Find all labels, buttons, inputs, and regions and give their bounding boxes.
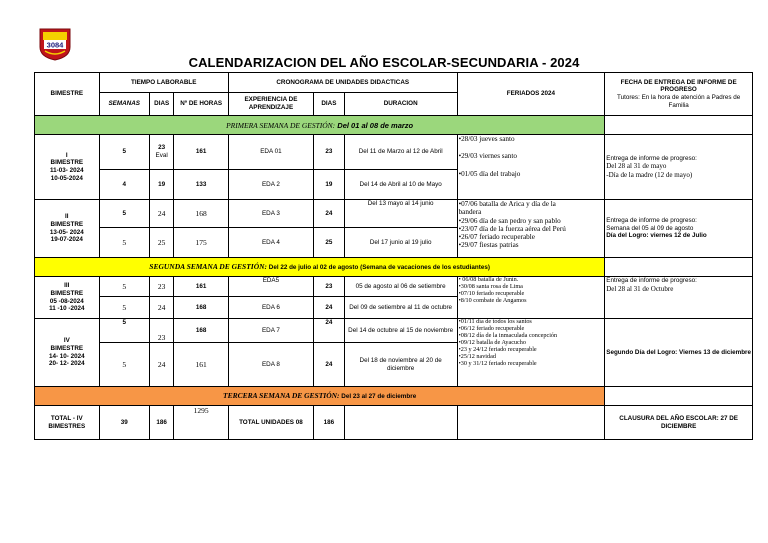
bim1-end: 10-05-2024 [50, 174, 83, 182]
page-title: CALENDARIZACION DEL AÑO ESCOLAR-SECUNDARIA - 2024 [188, 55, 580, 70]
total-semanas: 39 [99, 406, 149, 440]
gestion-row-3 [35, 387, 753, 406]
bim2-entrega-line2: Semana del 05 al 09 de agosto [606, 224, 694, 232]
bim4-r2-eda-dias: 24 [313, 343, 344, 387]
total-feriados-blank [457, 406, 605, 440]
gestion-tercera-dates: Del 23 al 27 de diciembre [339, 393, 417, 401]
gestion-segunda-label: SEGUNDA SEMANA DE GESTIÓN: [149, 262, 268, 272]
bim1-r2-eda-dias: 19 [313, 170, 344, 200]
total-horas: 1295 [174, 406, 228, 440]
bim4-feriados [457, 319, 605, 387]
bim4-r1-dias: 23 [149, 319, 174, 343]
bim3-name [35, 277, 100, 319]
bim3-entrega [605, 277, 753, 319]
bim4-roman: IV [63, 337, 70, 345]
bim3-r2-dias: 24 [149, 297, 174, 319]
bim2-feriado-1: •07/06 batalla de Arica y día de la [458, 200, 556, 208]
bim3-feriado-4: •8/10 combate de Angamos [458, 296, 527, 304]
bim1-roman: I [65, 151, 68, 159]
header-tiempo-laborable: TIEMPO LABORABLE [99, 73, 228, 93]
bim2-r2-eda: EDA 4 [228, 228, 313, 258]
header-row [35, 73, 753, 93]
bim2-r1-duracion: Del 13 mayo al 14 junio [344, 200, 457, 228]
bim1-feriado-1: •28/03 jueves santo [458, 135, 515, 143]
header-bimestre: BIMESTRE [35, 73, 100, 116]
bim1-entrega-line1: Entrega de informe de progreso: [606, 154, 697, 162]
bim4-r1-eda-dias: 24 [313, 319, 344, 343]
bim2-r1-dias: 24 [149, 200, 174, 228]
bim3-feriado-3: •07/10 feriado recuperable [458, 289, 525, 297]
bim3-label: BIMESTRE [50, 289, 84, 297]
bim4-r1-duracion: Del 14 de octubre al 15 de noviembre [344, 319, 457, 343]
bim1-r1-eda-dias: 23 [313, 135, 344, 170]
bim3-r2-horas: 168 [174, 297, 228, 319]
bim4-feriado-2: •06/12 feriado recuperable [458, 324, 525, 332]
bim1-feriado-3: •01/05 día del trabajo [458, 169, 521, 178]
bim2-roman: II [65, 213, 69, 221]
bim1-r1-semanas: 5 [99, 135, 149, 170]
bim4-r1-horas: 168 [174, 319, 228, 343]
bim4-end: 20- 12- 2024 [48, 360, 85, 368]
bim1-r1-horas: 161 [174, 135, 228, 170]
bim1-feriados [457, 135, 605, 200]
bim4-r2-semanas: 5 [99, 343, 149, 387]
header-dias-eda: DIAS [313, 93, 344, 116]
bim1-entrega [605, 135, 753, 200]
bim2-r2-horas: 175 [174, 228, 228, 258]
header-experiencia: EXPERIENCIA DE APRENDIZAJE [228, 93, 313, 116]
bim2-name [35, 200, 100, 258]
header-semanas: SEMANAS [99, 93, 149, 116]
bim1-start: 11-03- 2024 [49, 167, 84, 174]
gestion-primera-label: PRIMERA SEMANA DE GESTIÓN: [226, 120, 336, 130]
bim4-feriado-6: •25/12 navidad [458, 352, 496, 360]
bim4-row-1 [35, 319, 753, 343]
total-unidades: TOTAL UNIDADES 08 [228, 406, 313, 440]
bim4-r2-eda: EDA 8 [228, 343, 313, 387]
bim1-entrega-line3: -Día de la madre (12 de mayo) [606, 170, 693, 179]
bim2-r2-duracion: Del 17 junio al 19 julio [344, 228, 457, 258]
gestion-row-1 [35, 116, 753, 135]
bim2-feriado-5: •29/07 fiestas patrias [458, 241, 519, 250]
bim3-entrega-line2: Del 28 al 31 de Octubre [606, 284, 674, 293]
bim4-feriado-4: •09/12 batalla de Ayacucho [458, 338, 526, 346]
bim4-feriado-3: •08/12 día de la inmaculada concepción [458, 331, 558, 339]
bim3-r1-horas: 161 [174, 277, 228, 297]
total-label: TOTAL - IV BIMESTRES [35, 406, 100, 440]
bim3-r1-dias: 23 [149, 277, 174, 297]
bim2-r2-eda-dias: 25 [313, 228, 344, 258]
gestion-tercera-blank [605, 387, 753, 406]
bim4-r2-dias: 24 [149, 343, 174, 387]
bim2-r1-eda: EDA 3 [228, 200, 313, 228]
bim2-r1-horas: 168 [174, 200, 228, 228]
header-feriados: FERIADOS 2024 [457, 73, 605, 116]
bim1-r2-horas: 133 [174, 170, 228, 200]
gestion-segunda [35, 258, 605, 277]
bim4-feriado-7: •30 y 31/12 feriado recuperable [458, 359, 537, 367]
bim3-end: 11 -10 -2024 [49, 305, 85, 313]
calendar-table [34, 72, 753, 440]
total-clausura: CLAUSURA DEL AÑO ESCOLAR: 27 DE DICIEMBRE [605, 406, 753, 440]
bim1-r1-duracion: Del 11 de Marzo al 12 de Abril [344, 135, 457, 170]
bim1-r2-duracion: Del 14 de Abril al 10 de Mayo [344, 170, 457, 200]
bim4-start: 14- 10- 2024 [48, 352, 85, 360]
bim2-end: 19-07-2024 [50, 236, 83, 244]
gestion-row-2 [35, 258, 753, 277]
bim2-label: BIMESTRE [50, 220, 84, 228]
header-duracion: DURACION [344, 93, 457, 116]
gestion-segunda-dates: Del 22 de julio al 02 de agosto (Semana de vacaciones de los estudiantes) [267, 264, 490, 272]
bim3-r2-semanas: 5 [99, 297, 149, 319]
bim2-row-1 [35, 200, 753, 228]
bim2-start: 13-05- 2024 [49, 228, 84, 236]
bim2-r1-eda-dias: 24 [313, 200, 344, 228]
bim2-feriado-1b: bandera [458, 208, 482, 217]
gestion-tercera [35, 387, 605, 406]
bim3-feriados [457, 277, 605, 319]
bim3-r2-eda: EDA 6 [228, 297, 313, 319]
bim1-feriado-2: •29/03 viernes santo [458, 152, 517, 161]
bim1-r1-dias-note: Eval [155, 152, 168, 159]
header-fecha-entrega [605, 73, 753, 116]
logo-text: 3084 [46, 40, 64, 50]
bim1-r2-dias: 19 [149, 170, 174, 200]
bim2-feriado-2: •29/06 día de san pedro y san pablo [458, 216, 561, 225]
bim1-r1-eda: EDA 01 [228, 135, 313, 170]
bim3-r2-duracion: Del 09 de setiembre al 11 de octubre [344, 297, 457, 319]
bim1-label: BIMESTRE [50, 159, 84, 167]
bim4-r2-horas: 161 [174, 343, 228, 387]
gestion-primera [35, 116, 605, 135]
bim3-feriado-1: • 06/08 batalla de Junín. [458, 276, 519, 283]
bim4-r1-semanas: 5 [99, 319, 149, 343]
bim3-row-1 [35, 277, 753, 297]
bim2-entrega-line3: Día del Logro: viernes 12 de Julio [606, 232, 707, 240]
bim4-feriado-5: •23 y 24/12 feriado recuperable [458, 345, 537, 353]
bim1-row-1 [35, 135, 753, 170]
bim3-entrega-line1: Entrega de informe de progreso: [606, 277, 697, 284]
total-dias: 186 [149, 406, 174, 440]
bim2-feriado-4: •26/07 feriado recuperable [458, 233, 535, 242]
bim1-r2-semanas: 4 [99, 170, 149, 200]
bim2-feriados [457, 200, 605, 258]
header-fecha-entrega-title: FECHA DE ENTREGA DE INFORME DE PROGRESO [620, 78, 737, 94]
bim4-r1-eda: EDA 7 [228, 319, 313, 343]
bim3-r1-semanas: 5 [99, 277, 149, 297]
bim1-entrega-line2: Del 28 al 31 de mayo [606, 162, 667, 171]
bim3-start: 05 -08-2024 [49, 297, 84, 305]
bim2-r1-semanas: 5 [99, 200, 149, 228]
bim1-r1-dias-value: 23 [158, 144, 166, 152]
header-dias: DIAS [149, 93, 174, 116]
bim3-r1-eda: EDA5 [228, 277, 313, 297]
bim1-r2-eda: EDA 2 [228, 170, 313, 200]
gestion-segunda-blank [605, 258, 753, 277]
bim4-name [35, 319, 100, 387]
total-row [35, 406, 753, 440]
bim4-entrega [605, 319, 753, 387]
bim4-r2-duracion: Del 18 de noviembre al 20 de diciembre [344, 343, 457, 387]
gestion-primera-blank [605, 116, 753, 135]
bim3-r2-eda-dias: 24 [313, 297, 344, 319]
bim2-entrega [605, 200, 753, 258]
bim4-label: BIMESTRE [50, 344, 84, 352]
bim1-r1-dias [149, 135, 174, 170]
bim2-r2-dias: 25 [149, 228, 174, 258]
gestion-tercera-label: TERCERA SEMANA DE GESTIÓN: [223, 391, 340, 401]
header-tutores: Tutores: En la hora de atención a Padres de Familia [616, 94, 741, 109]
bim4-entrega-line1: Segundo Día del Logro: Viernes 13 de diciembre [606, 348, 751, 356]
bim1-name [35, 135, 100, 200]
bim3-feriado-2: •30/08 santa rosa de Lima [458, 282, 523, 290]
bim2-entrega-line1: Entrega de informe de progreso: [606, 217, 697, 225]
header-horas: Nº DE HORAS [174, 93, 228, 116]
bim2-r2-semanas: 5 [99, 228, 149, 258]
bim3-r1-eda-dias: 23 [313, 277, 344, 297]
bim4-feriado-1: •01/11 día de todos los santos [458, 318, 532, 325]
bim2-feriado-3: •23/07 día de la fuerza aérea del Perú [458, 224, 566, 233]
bim3-roman: III [64, 282, 70, 290]
total-duracion-blank [344, 406, 457, 440]
bim3-r1-duracion: 05 de agosto al 06 de setiembre [344, 277, 457, 297]
gestion-primera-dates: Del 01 al 08 de marzo [335, 120, 414, 130]
total-dias-eda: 186 [313, 406, 344, 440]
header-cronograma: CRONOGRAMA DE UNIDADES DIDACTICAS [228, 73, 457, 93]
